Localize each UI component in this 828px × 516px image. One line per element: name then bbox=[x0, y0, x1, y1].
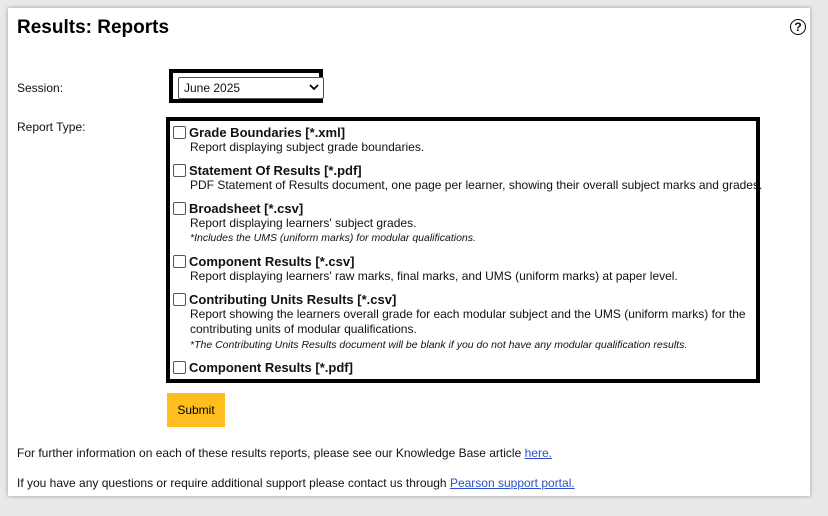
report-option-description: Report displaying learners' subject grades. bbox=[190, 216, 417, 230]
knowledge-base-info bbox=[17, 446, 552, 460]
report-checkbox[interactable] bbox=[173, 202, 186, 215]
report-option-title: Component Results [*.csv] bbox=[189, 254, 355, 269]
report-option-note: *The Contributing Units Results document will be blank if you do not have any modular qualification results. bbox=[190, 339, 688, 351]
report-option-description: Report displaying learners' raw marks, final marks, and UMS (uniform marks) at paper level. bbox=[190, 269, 678, 283]
support-text: If you have any questions or require additional support please contact us through bbox=[17, 476, 450, 490]
help-icon[interactable]: ? bbox=[790, 19, 806, 35]
report-option-title: Grade Boundaries [*.xml] bbox=[189, 125, 346, 140]
report-option-note: *Includes the UMS (uniform marks) for modular qualifications. bbox=[190, 232, 476, 244]
report-option-description: contributing units of modular qualifications. bbox=[190, 322, 417, 336]
report-type-options bbox=[166, 117, 763, 383]
report-option-title: Broadsheet [*.csv] bbox=[189, 201, 304, 216]
report-checkbox[interactable] bbox=[173, 255, 186, 268]
report-option-title: Statement Of Results [*.pdf] bbox=[189, 163, 362, 178]
report-checkbox[interactable] bbox=[173, 361, 186, 374]
report-checkbox[interactable] bbox=[173, 164, 186, 177]
report-checkbox[interactable] bbox=[173, 293, 186, 306]
session-label: Session: bbox=[17, 81, 64, 95]
chevron-down-icon bbox=[309, 82, 319, 92]
report-option-description: PDF Statement of Results document, one page per learner, showing their overall subject marks and grades. bbox=[190, 178, 763, 192]
session-select-frame bbox=[169, 69, 323, 103]
session-select[interactable] bbox=[178, 77, 324, 99]
report-option-title: Component Results [*.pdf] bbox=[189, 360, 353, 375]
report-option-description: Report displaying subject grade boundaries. bbox=[190, 140, 425, 154]
session-selected-value: June 2025 bbox=[184, 81, 241, 95]
submit-button[interactable]: Submit bbox=[167, 393, 225, 427]
page-title: Results: Reports bbox=[17, 17, 170, 38]
support-info bbox=[17, 476, 575, 490]
report-option-title: Contributing Units Results [*.csv] bbox=[189, 292, 397, 307]
knowledge-base-link[interactable]: here. bbox=[524, 446, 552, 460]
knowledge-base-text: For further information on each of these results reports, please see our Knowledge Base article bbox=[17, 446, 525, 460]
support-portal-link[interactable]: Pearson support portal. bbox=[449, 476, 575, 490]
report-checkbox[interactable] bbox=[173, 126, 186, 139]
report-type-label: Report Type: bbox=[17, 120, 86, 134]
results-reports-panel bbox=[8, 8, 810, 496]
report-option-description: Report showing the learners overall grade for each modular subject and the UMS (uniform marks) for the bbox=[190, 307, 746, 321]
